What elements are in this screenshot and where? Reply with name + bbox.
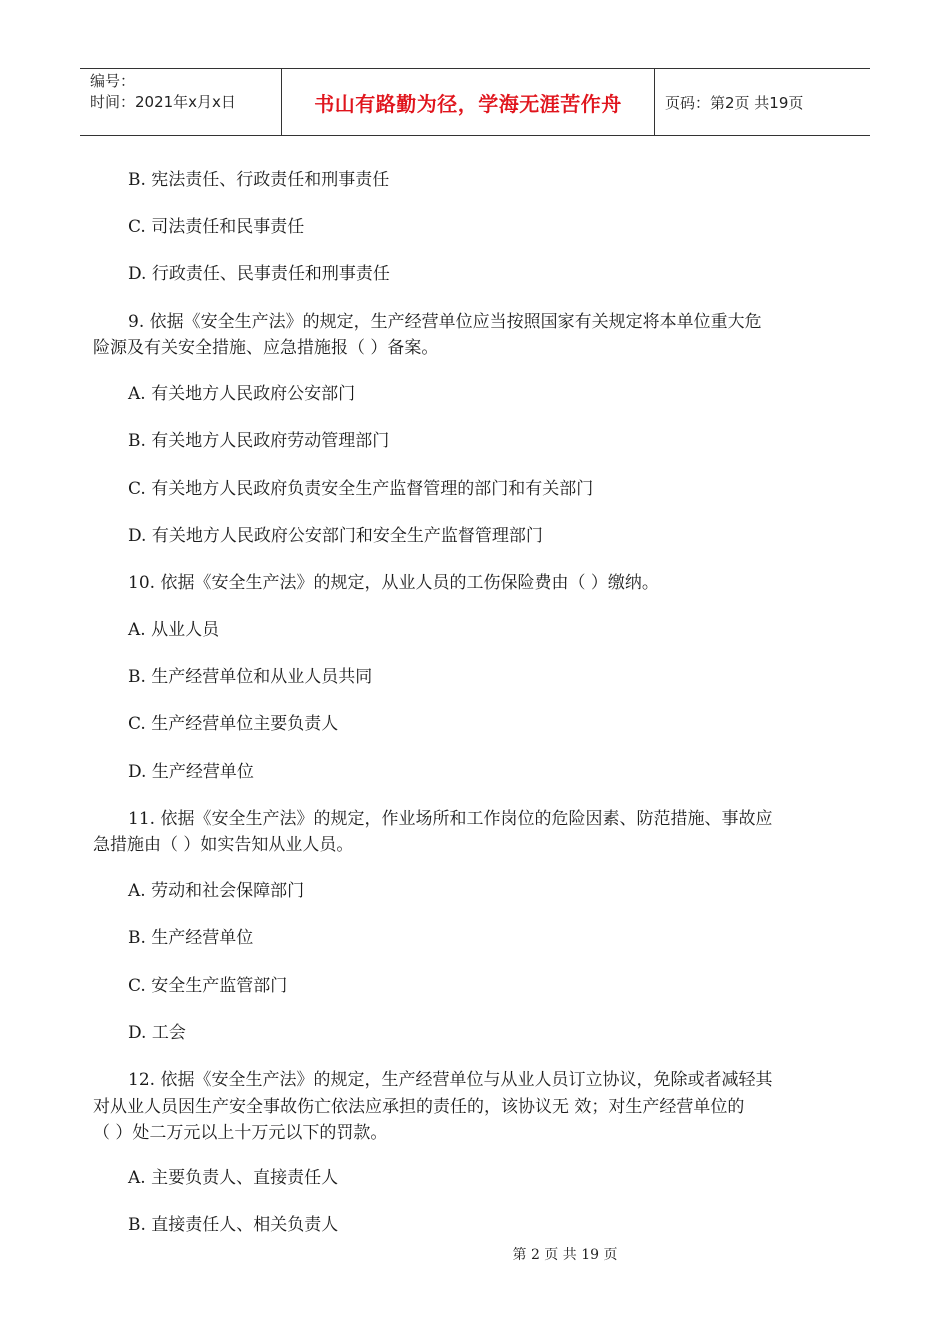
option-line: B. 生产经营单位: [128, 928, 254, 948]
option-line: D. 行政责任、民事责任和刑事责任: [128, 264, 390, 284]
option-line: A. 劳动和社会保障部门: [128, 881, 305, 901]
page-header: [80, 68, 870, 136]
question-line: 对从业人员因生产安全事故伤亡依法应承担的责任的，该协议无 效；对生产经营单位的: [93, 1097, 745, 1117]
header-motto-cell: [282, 69, 655, 135]
option-line: B. 宪法责任、行政责任和刑事责任: [128, 170, 390, 190]
option-line: C. 司法责任和民事责任: [128, 217, 305, 237]
question-line: 12. 依据《安全生产法》的规定，生产经营单位与从业人员订立协议，免除或者减轻其: [128, 1070, 773, 1090]
header-meta-cell: [80, 69, 282, 135]
question-line: 10. 依据《安全生产法》的规定，从业人员的工伤保险费由（ ）缴纳。: [128, 573, 659, 593]
question-line: 急措施由（ ）如实告知从业人员。: [93, 835, 354, 855]
option-line: A. 有关地方人民政府公安部门: [128, 384, 356, 404]
header-page-cell: [655, 69, 870, 135]
question-line: 险源及有关安全措施、应急措施报（ ）备案。: [93, 338, 439, 358]
question-line: 9. 依据《安全生产法》的规定，生产经营单位应当按照国家有关规定将本单位重大危: [128, 312, 762, 332]
document-date-label: 时间：2021年x月x日: [90, 93, 236, 111]
footer-page-number: 第 2 页 共 19 页: [512, 1247, 618, 1263]
document-number-label: 编号：: [90, 72, 136, 90]
option-line: D. 工会: [128, 1023, 186, 1043]
option-line: B. 生产经营单位和从业人员共同: [128, 667, 373, 687]
page-footer: [0, 1244, 950, 1264]
option-line: D. 生产经营单位: [128, 762, 254, 782]
question-line: 11. 依据《安全生产法》的规定，作业场所和工作岗位的危险因素、防范措施、事故应: [128, 809, 773, 829]
header-page-info: 页码：第2页 共19页: [665, 93, 804, 112]
question-line: （ ）处二万元以上十万元以下的罚款。: [93, 1123, 388, 1143]
header-motto: 书山有路勤为径，学海无涯苦作舟: [314, 91, 622, 116]
option-line: B. 直接责任人、相关负责人: [128, 1215, 339, 1235]
option-line: C. 生产经营单位主要负责人: [128, 714, 339, 734]
option-line: C. 有关地方人民政府负责安全生产监督管理的部门和有关部门: [128, 479, 594, 499]
option-line: A. 从业人员: [128, 620, 220, 640]
option-line: C. 安全生产监管部门: [128, 976, 288, 996]
option-line: B. 有关地方人民政府劳动管理部门: [128, 431, 390, 451]
option-line: A. 主要负责人、直接责任人: [128, 1168, 339, 1188]
option-line: D. 有关地方人民政府公安部门和安全生产监督管理部门: [128, 526, 543, 546]
